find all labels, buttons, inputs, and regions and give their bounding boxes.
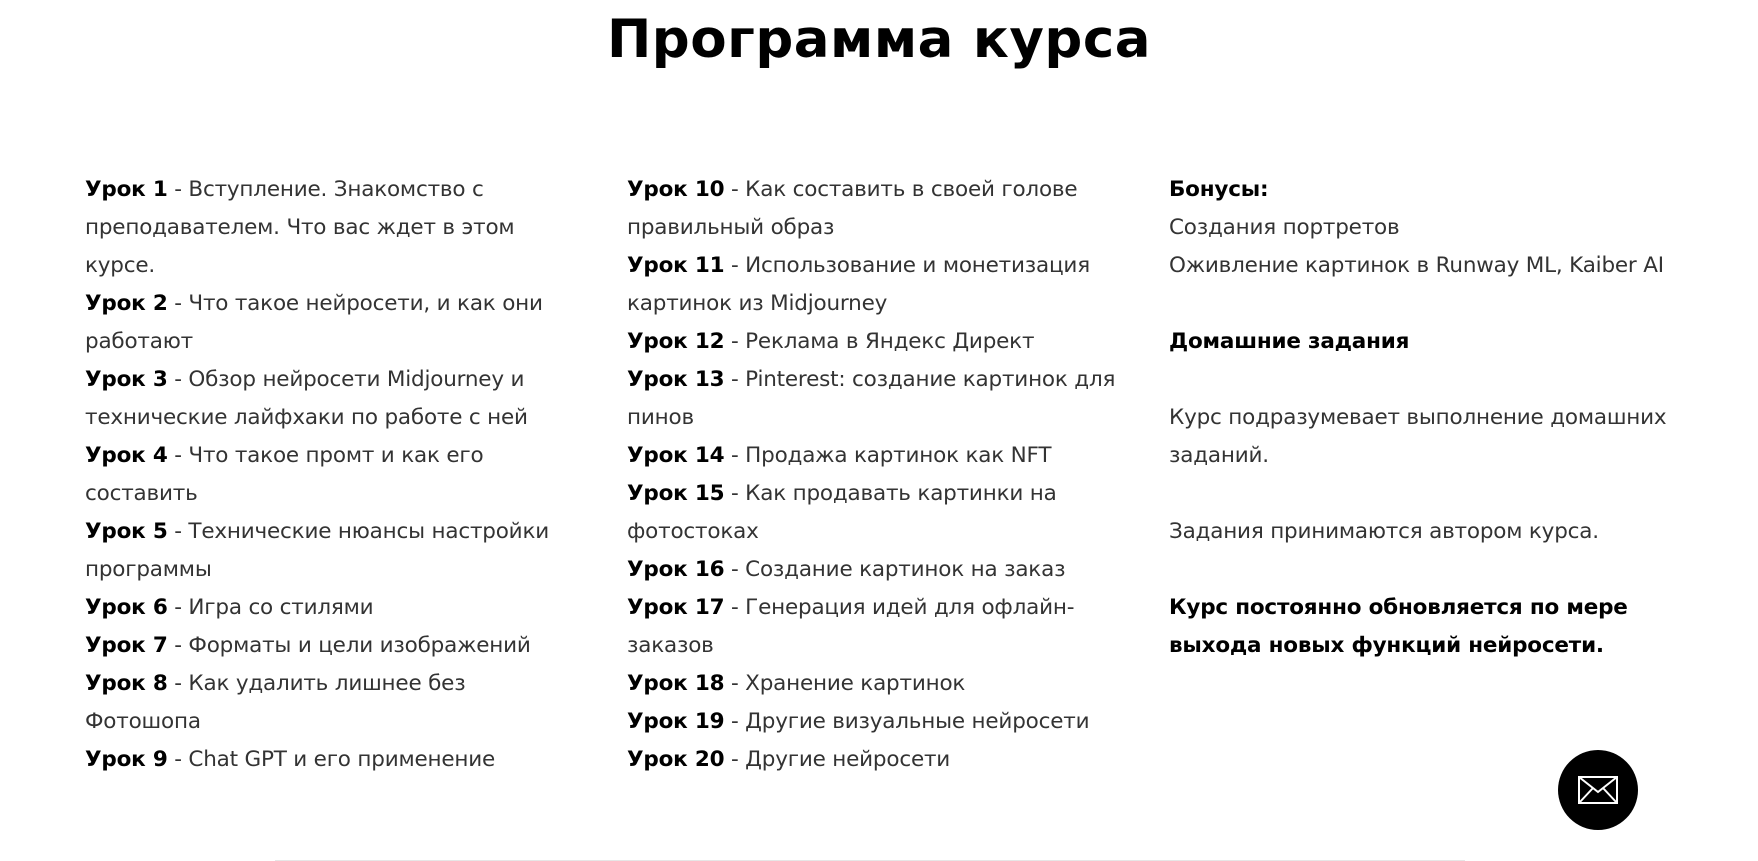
lesson-text: - Как продавать картинки на фотостоках	[627, 481, 1057, 544]
lesson-number: Урок 4	[85, 443, 168, 468]
bonus-item: Создания портретов	[1169, 215, 1400, 240]
lesson-text: - Другие нейросети	[724, 747, 951, 772]
homework-heading: Домашние задания	[1169, 329, 1410, 354]
lesson-text: - Что такое нейросети, и как они работают	[85, 291, 543, 354]
lesson-number: Урок 3	[85, 367, 168, 392]
lesson-number: Урок 16	[627, 557, 725, 582]
bonus-item: Оживление картинок в Runway ML, Kaiber AI	[1169, 253, 1664, 278]
update-note: Курс постоянно обновляется по мере выхода новых функций нейросети.	[1169, 595, 1628, 658]
lessons-column-2	[627, 171, 1117, 779]
lesson-text: - Создание картинок на заказ	[724, 557, 1066, 582]
lesson-item	[627, 589, 1117, 665]
lesson-number: Урок 7	[85, 633, 168, 658]
lesson-item	[85, 627, 575, 665]
homework-text: Задания принимаются автором курса.	[1169, 519, 1599, 544]
lesson-item	[627, 665, 1117, 703]
contact-mail-button[interactable]	[1558, 750, 1638, 830]
lesson-text: - Другие визуальные нейросети	[724, 709, 1090, 734]
bonus-column	[1169, 171, 1669, 665]
lesson-item	[627, 741, 1117, 779]
lesson-number: Урок 10	[627, 177, 725, 202]
lesson-number: Урок 9	[85, 747, 168, 772]
lesson-item	[627, 247, 1117, 323]
lesson-number: Урок 6	[85, 595, 168, 620]
lesson-item	[85, 741, 575, 779]
lesson-number: Урок 12	[627, 329, 725, 354]
lesson-text: - Как удалить лишнее без Фотошопа	[85, 671, 466, 734]
spacer	[1169, 551, 1669, 589]
lesson-number: Урок 18	[627, 671, 725, 696]
lesson-item	[85, 589, 575, 627]
lesson-item	[85, 361, 575, 437]
spacer	[1169, 361, 1669, 399]
lesson-number: Урок 13	[627, 367, 725, 392]
lesson-text: - Генерация идей для офлайн-заказов	[627, 595, 1075, 658]
lesson-number: Урок 17	[627, 595, 725, 620]
lesson-number: Урок 5	[85, 519, 168, 544]
spacer	[1169, 285, 1669, 323]
lesson-text: - Использование и монетизация картинок из Midjourney	[627, 253, 1090, 316]
lesson-item	[627, 437, 1117, 475]
lessons-column-1	[85, 171, 575, 779]
lesson-item	[627, 551, 1117, 589]
spacer	[1169, 475, 1669, 513]
bonus-heading: Бонусы:	[1169, 177, 1269, 202]
lesson-text: - Реклама в Яндекс Директ	[724, 329, 1035, 354]
lesson-item	[85, 437, 575, 513]
lesson-number: Урок 15	[627, 481, 725, 506]
lesson-text: - Вступление. Знакомство с преподавателем. Что вас ждет в этом курсе.	[85, 177, 515, 278]
homework-text: Курс подразумевает выполнение домашних заданий.	[1169, 405, 1667, 468]
lesson-text: - Форматы и цели изображений	[167, 633, 531, 658]
lesson-number: Урок 20	[627, 747, 725, 772]
lesson-text: - Как составить в своей голове правильный образ	[627, 177, 1078, 240]
lesson-number: Урок 1	[85, 177, 168, 202]
lesson-item	[85, 285, 575, 361]
lesson-text: - Что такое промт и как его составить	[85, 443, 484, 506]
lesson-item	[85, 513, 575, 589]
lesson-text: - Chat GPT и его применение	[167, 747, 496, 772]
lesson-number: Урок 19	[627, 709, 725, 734]
lesson-item	[627, 475, 1117, 551]
lesson-item	[85, 171, 575, 285]
lesson-number: Урок 2	[85, 291, 168, 316]
page-title: Программа курса	[606, 9, 1152, 70]
lesson-item	[85, 665, 575, 741]
lesson-item	[627, 323, 1117, 361]
lesson-item	[627, 171, 1117, 247]
lesson-item	[627, 703, 1117, 741]
lesson-number: Урок 8	[85, 671, 168, 696]
envelope-icon	[1578, 776, 1618, 804]
lesson-text: - Продажа картинок как NFT	[724, 443, 1052, 468]
lesson-number: Урок 14	[627, 443, 725, 468]
lesson-item	[627, 361, 1117, 437]
lesson-number: Урок 11	[627, 253, 725, 278]
lesson-text: - Игра со стилями	[167, 595, 374, 620]
lesson-text: - Технические нюансы настройки программы	[85, 519, 550, 582]
lesson-text: - Pinterest: создание картинок для пинов	[627, 367, 1116, 430]
lesson-text: - Хранение картинок	[724, 671, 966, 696]
lesson-text: - Обзор нейросети Midjourney и технические лайфхаки по работе с ней	[85, 367, 528, 430]
